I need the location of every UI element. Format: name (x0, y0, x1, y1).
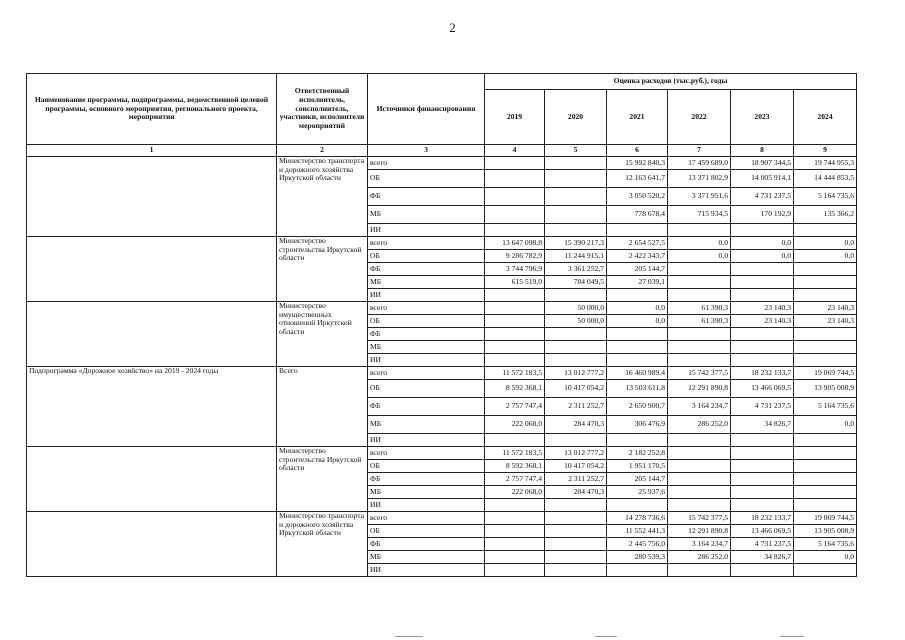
value-cell (731, 460, 794, 473)
value-cell: 3 050 520,2 (607, 188, 668, 206)
value-cell (668, 224, 731, 237)
table-row (27, 237, 857, 250)
source-cell: ФБ (368, 328, 485, 341)
value-cell (607, 564, 668, 577)
value-cell (485, 224, 545, 237)
value-cell (668, 486, 731, 499)
value-cell (731, 564, 794, 577)
source-cell: МБ (368, 276, 485, 289)
value-cell (607, 499, 668, 512)
source-cell: всего (368, 302, 485, 315)
source-cell: всего (368, 237, 485, 250)
value-cell: 14 278 736,6 (607, 512, 668, 525)
source-cell: МБ (368, 206, 485, 224)
scan-mark (595, 636, 617, 637)
value-cell: 13 905 008,9 (794, 525, 857, 538)
table-row (27, 367, 857, 380)
header-expenses: Оценка расходов (тыс.руб.), годы (485, 74, 857, 90)
value-cell (668, 460, 731, 473)
value-cell: 50 000,0 (545, 315, 607, 328)
value-cell (545, 289, 607, 302)
source-cell: всего (368, 157, 485, 170)
value-cell (545, 551, 607, 564)
value-cell (545, 170, 607, 188)
value-cell: 34 826,7 (731, 416, 794, 434)
header-name: Наименование программы, подпрограммы, ведомственной целевой программы, основного мероприятия, регионального проекта, мероприятия (27, 74, 277, 145)
value-cell: 13 466 069,5 (731, 525, 794, 538)
value-cell (485, 341, 545, 354)
source-cell: ОБ (368, 380, 485, 398)
value-cell: 13 012 777,2 (545, 447, 607, 460)
column-number: 7 (668, 145, 731, 157)
source-cell: МБ (368, 486, 485, 499)
value-cell (668, 354, 731, 367)
column-number: 6 (607, 145, 668, 157)
value-cell (794, 473, 857, 486)
value-cell: 2 445 756,0 (607, 538, 668, 551)
value-cell: 8 592 368,1 (485, 380, 545, 398)
source-cell: ОБ (368, 460, 485, 473)
program-name-cell (27, 157, 277, 237)
value-cell (545, 525, 607, 538)
value-cell: 11 552 441,3 (607, 525, 668, 538)
value-cell (794, 486, 857, 499)
value-cell (731, 276, 794, 289)
value-cell (485, 289, 545, 302)
value-cell: 0,0 (668, 250, 731, 263)
value-cell: 2 650 900,7 (607, 398, 668, 416)
value-cell (731, 289, 794, 302)
value-cell: 4 731 237,5 (731, 538, 794, 551)
value-cell: 15 742 377,5 (668, 512, 731, 525)
source-cell: ФБ (368, 188, 485, 206)
value-cell: 5 164 735,6 (794, 538, 857, 551)
value-cell (545, 564, 607, 577)
value-cell: 1 951 170,5 (607, 460, 668, 473)
value-cell: 778 678,4 (607, 206, 668, 224)
value-cell (668, 499, 731, 512)
source-cell: ИИ (368, 564, 485, 577)
value-cell: 2 654 527,5 (607, 237, 668, 250)
value-cell (794, 341, 857, 354)
source-cell: ИИ (368, 224, 485, 237)
value-cell: 222 068,0 (485, 486, 545, 499)
source-cell: ИИ (368, 354, 485, 367)
column-number: 5 (545, 145, 607, 157)
source-cell: всего (368, 367, 485, 380)
value-cell (485, 538, 545, 551)
executor-cell: Министерство строительства Иркутской области (277, 447, 368, 512)
value-cell: 0,0 (668, 237, 731, 250)
value-cell (485, 315, 545, 328)
header-year: 2020 (545, 90, 607, 145)
value-cell (731, 224, 794, 237)
value-cell: 14 444 853,5 (794, 170, 857, 188)
value-cell: 13 503 611,8 (607, 380, 668, 398)
value-cell: 15 992 840,3 (607, 157, 668, 170)
value-cell: 17 459 689,0 (668, 157, 731, 170)
value-cell: 2 311 252,7 (545, 473, 607, 486)
value-cell (485, 512, 545, 525)
program-name-cell (27, 237, 277, 302)
value-cell (545, 157, 607, 170)
value-cell: 23 140,3 (731, 302, 794, 315)
header-year: 2022 (668, 90, 731, 145)
value-cell (668, 447, 731, 460)
value-cell (794, 224, 857, 237)
column-number: 1 (27, 145, 277, 157)
value-cell: 0,0 (794, 250, 857, 263)
source-cell: ОБ (368, 170, 485, 188)
page-number: 2 (449, 20, 456, 35)
value-cell (668, 564, 731, 577)
value-cell (485, 206, 545, 224)
value-cell: 135 366,2 (794, 206, 857, 224)
column-number: 8 (731, 145, 794, 157)
value-cell (485, 525, 545, 538)
scan-mark (780, 636, 804, 637)
value-cell (485, 434, 545, 447)
value-cell: 13 466 069,5 (731, 380, 794, 398)
value-cell: 23 140,3 (794, 302, 857, 315)
value-cell: 284 470,3 (545, 486, 607, 499)
value-cell (607, 328, 668, 341)
value-cell: 306 476,9 (607, 416, 668, 434)
source-cell: ОБ (368, 525, 485, 538)
column-number: 4 (485, 145, 545, 157)
value-cell (731, 354, 794, 367)
value-cell: 222 068,0 (485, 416, 545, 434)
value-cell: 5 164 735,6 (794, 188, 857, 206)
value-cell: 205 144,7 (607, 263, 668, 276)
executor-cell: Всего (277, 367, 368, 447)
value-cell: 0,0 (794, 551, 857, 564)
value-cell (731, 447, 794, 460)
header-year: 2024 (794, 90, 857, 145)
value-cell: 50 000,0 (545, 302, 607, 315)
value-cell (794, 564, 857, 577)
value-cell (794, 434, 857, 447)
value-cell (731, 328, 794, 341)
value-cell: 2 757 747,4 (485, 398, 545, 416)
value-cell: 2 311 252,7 (545, 398, 607, 416)
value-cell: 14 005 914,1 (731, 170, 794, 188)
value-cell: 0,0 (731, 237, 794, 250)
value-cell: 9 286 782,9 (485, 250, 545, 263)
value-cell: 19 069 744,5 (794, 367, 857, 380)
scan-mark (395, 636, 423, 637)
value-cell: 2 757 747,4 (485, 473, 545, 486)
executor-cell: Министерство транспорта и дорожного хозяйства Иркутской области (277, 512, 368, 577)
source-cell: МБ (368, 416, 485, 434)
header-source: Источники финансирования (368, 74, 485, 145)
source-cell: ИИ (368, 499, 485, 512)
header-year: 2021 (607, 90, 668, 145)
value-cell: 12 291 890,8 (668, 380, 731, 398)
value-cell (545, 434, 607, 447)
value-cell: 15 390 217,3 (545, 237, 607, 250)
program-name-cell (27, 447, 277, 512)
value-cell (485, 328, 545, 341)
source-cell: всего (368, 512, 485, 525)
value-cell (485, 354, 545, 367)
value-cell (545, 188, 607, 206)
value-cell (668, 328, 731, 341)
value-cell: 13 371 802,9 (668, 170, 731, 188)
header-year: 2019 (485, 90, 545, 145)
value-cell: 0,0 (731, 250, 794, 263)
value-cell: 18 232 133,7 (731, 512, 794, 525)
value-cell: 61 390,3 (668, 302, 731, 315)
program-name-cell: Подпрограмма «Дорожное хозяйство» на 2019 - 2024 годы (27, 367, 277, 447)
value-cell (545, 512, 607, 525)
value-cell: 0,0 (607, 315, 668, 328)
value-cell: 10 417 054,2 (545, 380, 607, 398)
value-cell: 23 140,3 (794, 315, 857, 328)
value-cell (794, 460, 857, 473)
value-cell (545, 538, 607, 551)
value-cell (794, 276, 857, 289)
value-cell: 286 252,0 (668, 416, 731, 434)
value-cell (545, 354, 607, 367)
value-cell (545, 224, 607, 237)
value-cell (485, 302, 545, 315)
value-cell: 23 140,3 (731, 315, 794, 328)
value-cell: 3 744 796,9 (485, 263, 545, 276)
value-cell: 3 371 951,6 (668, 188, 731, 206)
value-cell: 615 519,0 (485, 276, 545, 289)
value-cell (668, 289, 731, 302)
value-cell: 11 572 183,5 (485, 447, 545, 460)
source-cell: всего (368, 447, 485, 460)
program-name-cell (27, 512, 277, 577)
value-cell: 3 164 234,7 (668, 398, 731, 416)
value-cell (794, 354, 857, 367)
value-cell (607, 354, 668, 367)
value-cell: 13 012 777,2 (545, 367, 607, 380)
column-number: 9 (794, 145, 857, 157)
value-cell (607, 224, 668, 237)
value-cell: 205 144,7 (607, 473, 668, 486)
value-cell (545, 341, 607, 354)
table-row (27, 157, 857, 170)
value-cell: 2 182 252,8 (607, 447, 668, 460)
value-cell: 10 417 054,2 (545, 460, 607, 473)
value-cell: 784 049,5 (545, 276, 607, 289)
value-cell: 0,0 (794, 237, 857, 250)
value-cell: 286 252,0 (668, 551, 731, 564)
value-cell: 11 572 183,5 (485, 367, 545, 380)
value-cell: 16 460 989,4 (607, 367, 668, 380)
value-cell (485, 551, 545, 564)
source-cell: МБ (368, 341, 485, 354)
value-cell (485, 170, 545, 188)
source-cell: ОБ (368, 315, 485, 328)
value-cell (731, 499, 794, 512)
source-cell: ОБ (368, 250, 485, 263)
value-cell (607, 289, 668, 302)
value-cell: 3 164 234,7 (668, 538, 731, 551)
source-cell: ФБ (368, 398, 485, 416)
value-cell (485, 564, 545, 577)
value-cell: 4 731 237,5 (731, 188, 794, 206)
value-cell (731, 263, 794, 276)
value-cell: 3 361 252,7 (545, 263, 607, 276)
value-cell (668, 473, 731, 486)
value-cell (607, 341, 668, 354)
source-cell: ИИ (368, 289, 485, 302)
source-cell: ФБ (368, 473, 485, 486)
value-cell (485, 157, 545, 170)
value-cell: 170 192,9 (731, 206, 794, 224)
value-cell: 715 934,5 (668, 206, 731, 224)
budget-table (26, 73, 857, 577)
value-cell: 19 069 744,5 (794, 512, 857, 525)
table-row (27, 302, 857, 315)
value-cell (545, 328, 607, 341)
value-cell (668, 341, 731, 354)
value-cell: 0,0 (607, 302, 668, 315)
value-cell: 8 592 368,1 (485, 460, 545, 473)
value-cell: 284 470,3 (545, 416, 607, 434)
value-cell: 11 244 915,1 (545, 250, 607, 263)
value-cell: 19 744 955,3 (794, 157, 857, 170)
value-cell: 18 907 344,5 (731, 157, 794, 170)
value-cell (668, 276, 731, 289)
executor-cell: Министерство транспорта и дорожного хозяйства Иркутской области (277, 157, 368, 237)
value-cell (731, 341, 794, 354)
value-cell: 12 163 641,7 (607, 170, 668, 188)
value-cell (485, 188, 545, 206)
value-cell (731, 473, 794, 486)
value-cell (668, 434, 731, 447)
source-cell: ИИ (368, 434, 485, 447)
value-cell (668, 263, 731, 276)
value-cell (607, 434, 668, 447)
value-cell: 61 390,3 (668, 315, 731, 328)
value-cell: 15 742 377,5 (668, 367, 731, 380)
value-cell: 13 905 008,9 (794, 380, 857, 398)
source-cell: ФБ (368, 263, 485, 276)
value-cell (545, 499, 607, 512)
value-cell (794, 263, 857, 276)
column-number: 2 (277, 145, 368, 157)
value-cell: 34 826,7 (731, 551, 794, 564)
value-cell: 27 039,1 (607, 276, 668, 289)
value-cell (731, 486, 794, 499)
value-cell (794, 499, 857, 512)
value-cell: 18 232 133,7 (731, 367, 794, 380)
value-cell: 280 539,3 (607, 551, 668, 564)
value-cell: 25 937,6 (607, 486, 668, 499)
table-row (27, 512, 857, 525)
executor-cell: Министерство строительства Иркутской области (277, 237, 368, 302)
table-row (27, 447, 857, 460)
source-cell: МБ (368, 551, 485, 564)
value-cell: 12 291 890,8 (668, 525, 731, 538)
program-name-cell (27, 302, 277, 367)
header-executor: Ответственный исполнитель, соисполнитель, участники, исполнители мероприятий (277, 74, 368, 145)
value-cell (794, 289, 857, 302)
value-cell (731, 434, 794, 447)
value-cell: 4 731 237,5 (731, 398, 794, 416)
value-cell: 13 647 098,8 (485, 237, 545, 250)
value-cell (545, 206, 607, 224)
value-cell: 0,0 (794, 416, 857, 434)
value-cell (485, 499, 545, 512)
source-cell: ФБ (368, 538, 485, 551)
value-cell: 5 164 735,6 (794, 398, 857, 416)
header-year: 2023 (731, 90, 794, 145)
column-number: 3 (368, 145, 485, 157)
value-cell (794, 447, 857, 460)
executor-cell: Министерство имущественных отношений Иркутской области (277, 302, 368, 367)
value-cell: 2 422 343,7 (607, 250, 668, 263)
value-cell (794, 328, 857, 341)
